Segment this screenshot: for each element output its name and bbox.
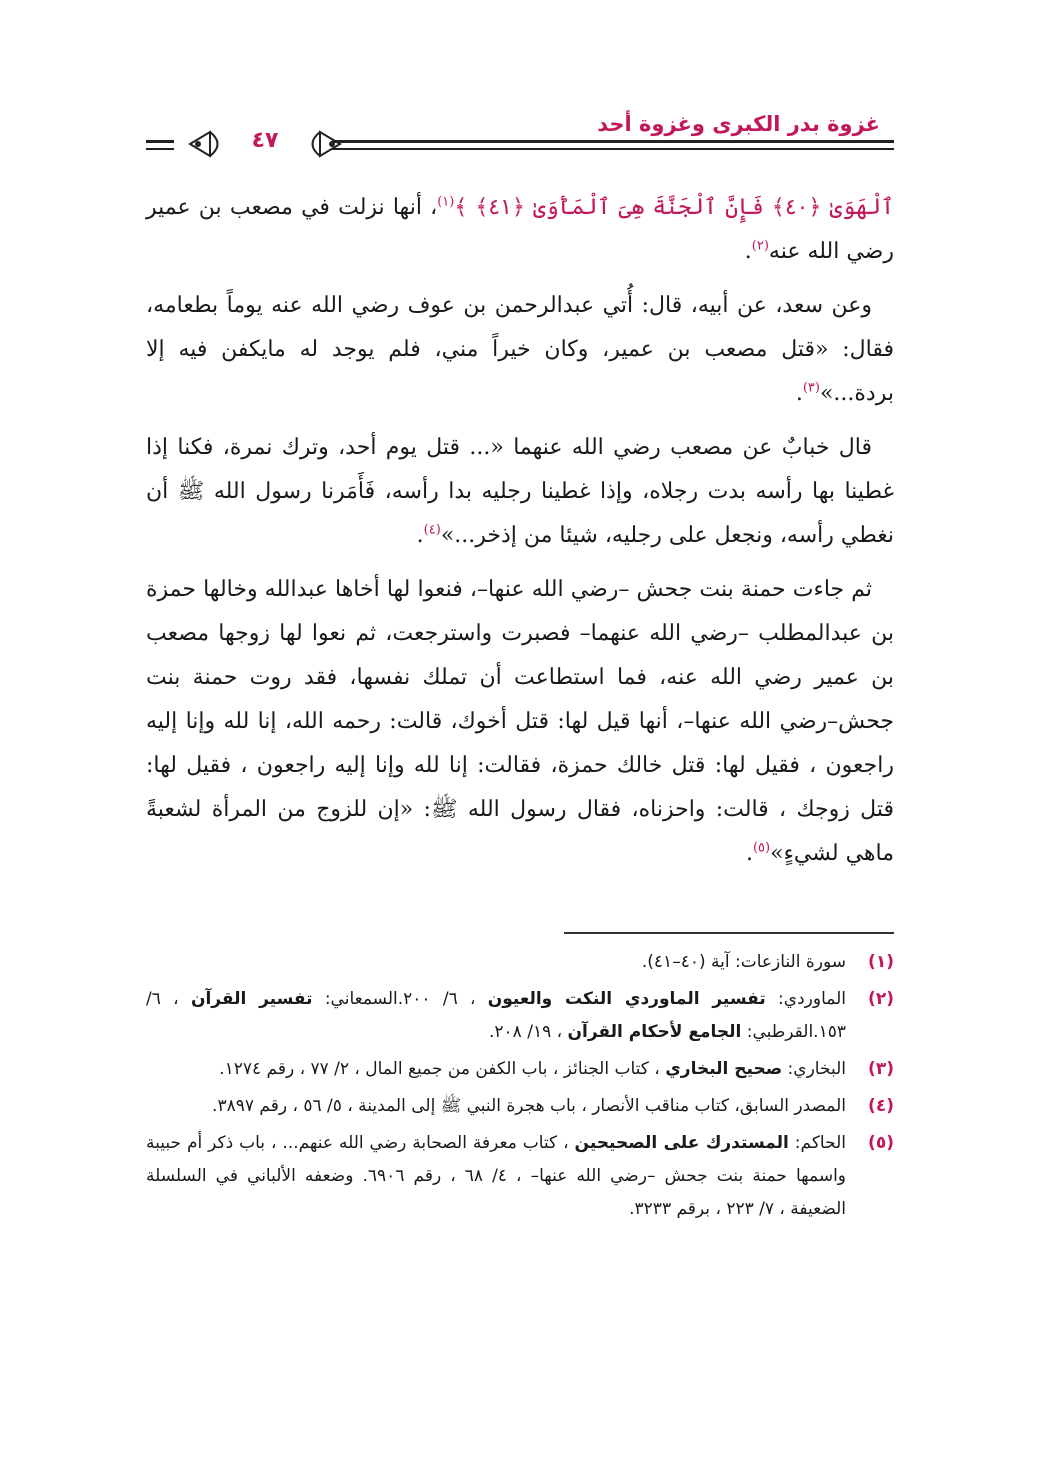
- footnote-number: (١): [868, 952, 894, 972]
- paragraph-3-text: قال خبابٌ عن مصعب رضي الله عنهما «... قتل يوم أحد، وترك نمرة، فكنا إذا غطينا بها رأسه بدت رجلاه، وإذا غطينا رجليه بدا رأسه، فَأَمَرنا رسول الله ﷺ أن نغطي رأسه، ونجعل على رجليه، شيئا من إذخر...»: [146, 435, 894, 548]
- footnote-part: الحاكم:: [788, 1133, 846, 1153]
- footnote-part: سورة النازعات: آية (٤٠–٤١).: [641, 952, 846, 972]
- page-number-badge: [170, 110, 360, 154]
- paragraph-3: [146, 426, 894, 558]
- footnote-item: [146, 1053, 894, 1086]
- footnote-part: ، كتاب معرفة الصحابة رضي الله عنهم... ، باب ذكر أم حبيبة واسمها حمنة بنت جحش –رضي الله عنها– ، ٤/ ٦٨ ، رقم ٦٩٠٦. وضعفه الألباني في السلسلة الضعيفة ، ٧/ ٢٢٣ ، برقم ٣٢٣٣.: [146, 1133, 847, 1219]
- footnote-text: [146, 983, 846, 1049]
- quran-verse: ٱلْهَوَىٰ ﴿٤٠﴾ فَإِنَّ ٱلْجَنَّةَ هِىَ ٱلْمَأْوَىٰ ﴿٤١﴾ ﴾: [454, 195, 894, 220]
- paragraph-2-text: وعن سعد، عن أبيه، قال: أُتي عبدالرحمن بن عوف رضي الله عنه يوماً بطعامه، فقال: «قتل مصعب بن عمير، وكان خيراً مني، فلم يوجد له مايكفن فيه إلا بردة...»: [146, 293, 894, 406]
- book-title: المستدرك على الصحيحين: [574, 1133, 789, 1153]
- paragraph-1-end: .: [744, 239, 752, 264]
- paragraph-1: [146, 186, 894, 274]
- footnote-number: (٥): [868, 1133, 894, 1153]
- footnote-item: [146, 1127, 894, 1226]
- footnote-text: [642, 946, 846, 979]
- main-text: [146, 186, 894, 886]
- book-title: صحيح البخاري: [665, 1059, 783, 1079]
- footnote-part: ، كتاب الجنائز ، باب الكفن من جميع المال ، ٢/ ٧٧ ، رقم ١٢٧٤.: [219, 1059, 666, 1079]
- footnote-ref-4: (٤): [423, 522, 441, 538]
- footnote-text: [212, 1090, 846, 1123]
- footnote-item: [146, 1090, 894, 1123]
- paragraph-4: [146, 568, 894, 876]
- paragraph-4-text: ثم جاءت حمنة بنت جحش –رضي الله عنها–، فنعوا لها أخاها عبدالله وخالها حمزة بن عبدالمطلب –رضي الله عنهما– فصبرت واسترجعت، ثم نعوا لها زوجها مصعب بن عمير رضي الله عنه، فما استطاعت أن تملك نفسها، فقد روت حمنة بنت جحش–رضي الله عنها–، أنها قيل لها: قتل أخوك، قالت: رحمه الله، إنا لله وإنا إليه راجعون ، فقيل لها: قتل خالك حمزة، فقالت: إنا لله وإنا إليه راجعون ، فقيل لها: قتل زوجك ، قالت: واحزناه، فقال رسول الله ﷺ: «إن للزوج من المرأة لشعبةً ماهي لشيءٍ»: [146, 577, 894, 866]
- footnote-item: [146, 983, 894, 1049]
- footnote-part: الماوردي:: [765, 989, 846, 1009]
- running-title: غزوة بدر الكبرى وغزوة أحد: [597, 112, 880, 136]
- footnote-number: (٣): [868, 1059, 894, 1079]
- footnote-ref-2: (٢): [751, 238, 769, 254]
- footnote-ref-1: (١): [437, 194, 455, 210]
- book-title: تفسير القرآن: [190, 989, 313, 1009]
- footnote-text: [146, 1127, 846, 1226]
- footnote-item: [146, 946, 894, 979]
- footnotes: [146, 946, 894, 1230]
- paragraph-4-end: .: [745, 841, 753, 866]
- footnote-number: (٤): [868, 1096, 894, 1116]
- footnote-part: ، ٦/ ١٥٣.القرطبي:: [146, 989, 846, 1042]
- footnote-part: ، ٦/ ٢٠٠.السمعاني:: [312, 989, 488, 1009]
- header-rule-bottom: [332, 148, 894, 150]
- footnote-part: ، ١٩/ ٢٠٨.: [489, 1022, 568, 1042]
- footnote-text: [219, 1053, 846, 1086]
- book-title: تفسير الماوردي النكت والعيون: [487, 989, 766, 1009]
- page-number: ٤٧: [251, 128, 279, 153]
- footnote-part: المصدر السابق، كتاب مناقب الأنصار ، باب هجرة النبي ﷺ إلى المدينة ، ٥/ ٥٦ ، رقم ٣٨٩٧.: [212, 1096, 846, 1116]
- footnote-part: البخاري:: [782, 1059, 846, 1079]
- header-rule-top: [332, 140, 894, 143]
- paragraph-2-end: .: [795, 381, 803, 406]
- paragraph-2: [146, 284, 894, 416]
- book-title: الجامع لأحكام القرآن: [567, 1022, 742, 1042]
- paragraph-1-text: ، أنها نزلت في مصعب بن عمير رضي الله عنه: [146, 195, 894, 264]
- footnote-ref-5: (٥): [752, 840, 771, 856]
- footnote-number: (٢): [868, 989, 894, 1009]
- paragraph-3-end: .: [416, 523, 424, 548]
- footnote-ref-3: (٣): [802, 380, 820, 396]
- footnote-divider: [564, 932, 894, 934]
